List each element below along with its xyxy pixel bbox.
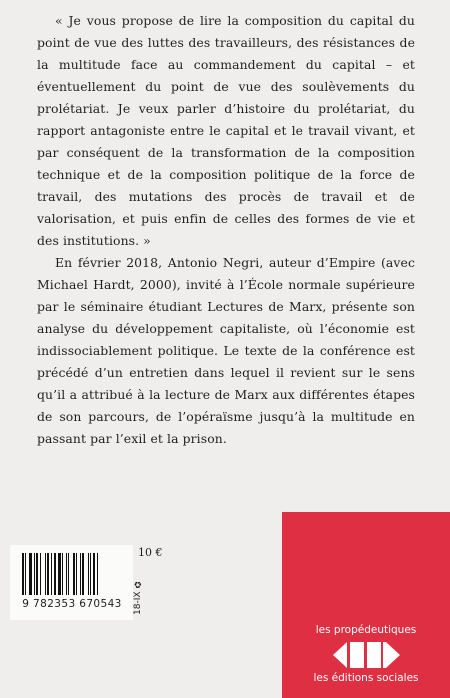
series-name: les propédeutiques xyxy=(315,624,417,636)
barcode-bar xyxy=(45,553,46,595)
barcode-bar xyxy=(47,553,49,595)
barcode-bar xyxy=(97,553,98,595)
barcode-bars xyxy=(22,553,120,595)
barcode-bar xyxy=(66,553,67,595)
isbn-number: 9 782353 670543 xyxy=(22,598,122,610)
barcode-bar xyxy=(29,553,32,595)
back-cover-text xyxy=(37,10,415,450)
barcode-bar xyxy=(22,553,24,595)
barcode-bar xyxy=(80,553,81,595)
edition-code: 18-IX ♻ xyxy=(133,578,143,615)
barcode-bar xyxy=(25,553,26,595)
barcode-bar xyxy=(58,553,61,595)
barcode-bar xyxy=(34,553,35,595)
barcode-bar xyxy=(93,553,95,595)
barcode-bar xyxy=(40,553,41,595)
barcode-bar xyxy=(82,553,84,595)
quote-paragraph: « Je vous propose de lire la composition du capital du point de vue des luttes des travailleurs, des résistances de la multitude face au commandement du capital – et éventuellement du point de vue des soulèvements du prolétariat. Je veux parler d’histoire du prolétariat, du rapport antagoniste entre le capital et le travail vivant, et par conséquent de la transformation de la composition technique et de la composition politique de la force de travail, des mutations des procès de travail et de valorisation, et puis enfin de celles des formes de vie et des institutions. » xyxy=(37,13,415,248)
price: 10 € xyxy=(138,546,163,559)
barcode xyxy=(10,545,133,620)
barcode-bar xyxy=(90,553,91,595)
barcode-bar xyxy=(62,553,63,595)
barcode-bar xyxy=(73,553,75,595)
barcode-bar xyxy=(88,553,89,595)
series-panel xyxy=(282,512,450,698)
barcode-bar xyxy=(36,553,38,595)
description-paragraph: En février 2018, Antonio Negri, auteur d’Empire (avec Michael Hardt, 2000), invité à l’École normale supérieure par le séminaire étudiant Lectures de Marx, présente son analyse du développement capitaliste, où l’économie est indissociablement politique. Le texte de la conférence est précédé d’un entretien dans lequel il revient sur le sens qu’il a attribué à la lecture de Marx aux différentes étapes de son parcours, de l’opéraïsme jusqu’à la multitude en passant par l’exil et la prison. xyxy=(37,255,415,446)
publisher-logo-icon xyxy=(333,642,400,668)
barcode-bar xyxy=(54,553,56,595)
barcode-bar xyxy=(68,553,69,595)
barcode-bar xyxy=(51,553,52,595)
barcode-bar xyxy=(76,553,77,595)
publisher-name: les éditions sociales xyxy=(313,672,419,684)
